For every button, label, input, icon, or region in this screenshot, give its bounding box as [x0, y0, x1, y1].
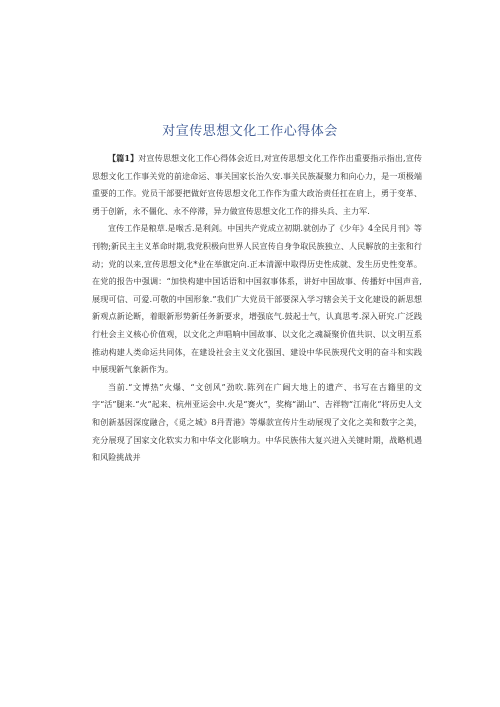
paragraph-2: [92, 220, 422, 378]
paragraph-2-text: 宣传工作是粮草.是喉舌.是利剑。中国共产党成立初期.就创办了《少年》4全民月刊》等刊物;新民主主义革命时期,我党积极向世界人民宣传自身争取民族独立、人民解放的主张和行动；党的以来,宣传思想文化*业在举旗定向.正本清源中取得历史性成就、发生历史性变革。在党的报告中强调：“加快构建中国话语和中国叙事体系，讲好中国故事、传播好中国声音,展现可信、可爱.可敬的中国形象.”我们广大党员干部要深入学习辖会关于文化建设的新思想新观点新论断，着眼新形势新任务新要求，增强底气.鼓起士气，认真思考.深入研究.广泛践行杜会主义核心价值观，以文化之声唱响中国故事、以文化之魂凝聚价值共识、以文明互系推动构建人类命运共同体，在建设社会主义文化强国、建设中华民族现代文明的奋斗和实践中展现新气象新作为。: [92, 223, 422, 375]
document-title: 对宣传思想文化工作心得体会: [162, 124, 338, 139]
paragraph-3: [92, 379, 422, 467]
document-body: [92, 150, 422, 467]
paragraph-1-tag: 【篇1】: [108, 153, 139, 163]
paragraph-1-text: 对宣传思想文化工作心得体会近日,对宣传思想文化工作作出重要指示指出,宣传思想文化工作事关党的前途命运、事关国家长治久安.事关民族凝聚力和向心力，是一项极端重要的工作。党员干部要把做好宣传思想文化工作作为重大政治责任扛在肩上，勇于变革、勇于创新，永不僵化、永不停滞，异力做宣传思想文化工作的排头兵、主力军.: [92, 153, 422, 216]
paragraph-1: [92, 150, 422, 220]
paragraph-3-text: 当前.“文博热”火爆、“文创风”劲吹.陈列在广阔大地上的遗产、书写在古籍里的文字“活”腿来.“火”起来、杭州亚运会中.火是“赛火”，奖梅“湖山”、吉祥物“江南化”将历史人文和创新基因深度融合，《觅之城》8丹青港》等爆款宣传片生动展现了文化之美和数字之美，充分展现了国家文化软实力和中华文化影响力。中华民族伟大复兴进入关键时期，战略机遇和风险挑战并: [92, 381, 422, 463]
